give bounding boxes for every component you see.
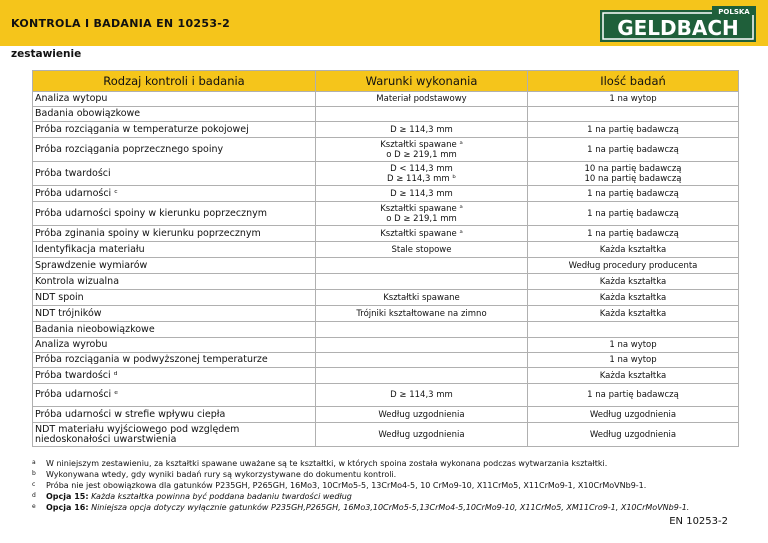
cell-test-type: Analiza wytopu (33, 92, 316, 107)
cell-quantity: Według procedury producenta (528, 258, 739, 274)
footnote-marker: a (32, 459, 36, 466)
cell-quantity: Każda kształtka (528, 290, 739, 306)
footnote-text: Wykonywana wtedy, gdy wyniki badań rury są wykorzystywane do dokumentu kontroli. (46, 470, 397, 479)
table-row (33, 338, 739, 353)
footnote-marker: e (32, 503, 36, 510)
cell-test-type: Próba rozciągania poprzecznego spoiny (33, 138, 316, 162)
cell-quantity: 1 na partię badawczą (528, 202, 739, 226)
cell-quantity: Każda kształtka (528, 274, 739, 290)
cell-quantity: Według uzgodnienia (528, 423, 739, 447)
column-header-type: Rodzaj kontroli i badania (33, 71, 316, 92)
cell-quantity: 1 na partię badawczą (528, 226, 739, 242)
table-row (33, 162, 739, 186)
footnote (32, 480, 752, 491)
cell-conditions: Według uzgodnienia (316, 407, 528, 423)
table-row (33, 322, 739, 338)
geldbach-logo (600, 6, 756, 42)
cell-conditions (316, 258, 528, 274)
table-row (33, 306, 739, 322)
cell-conditions: Kształtki spawane (316, 290, 528, 306)
cell-quantity: Każda kształtka (528, 306, 739, 322)
cell-conditions (316, 107, 528, 122)
cell-test-type: Badania nieobowiązkowe (33, 322, 316, 338)
cell-conditions: Kształtki spawane ᵃ o D ≥ 219,1 mm (316, 202, 528, 226)
cell-quantity: Według uzgodnienia (528, 407, 739, 423)
table-row (33, 274, 739, 290)
cell-test-type: Identyfikacja materiału (33, 242, 316, 258)
cell-test-type: Próba udarności ᵉ (33, 384, 316, 407)
table-row (33, 353, 739, 368)
table-row (33, 226, 739, 242)
cell-test-type: Próba zginania spoiny w kierunku poprzecznym (33, 226, 316, 242)
footnote-marker: c (32, 481, 36, 488)
footnote-option-label: Opcja 15: (46, 492, 89, 501)
cell-test-type: Badania obowiązkowe (33, 107, 316, 122)
cell-test-type: Próba udarności w strefie wpływu ciepła (33, 407, 316, 423)
cell-quantity (528, 107, 739, 122)
cell-test-type: Próba udarności spoiny w kierunku poprzecznym (33, 202, 316, 226)
cell-conditions (316, 322, 528, 338)
column-header-quantity: Ilość badań (528, 71, 739, 92)
cell-quantity: 1 na partię badawczą (528, 186, 739, 202)
standard-code: EN 10253-2 (669, 516, 728, 527)
table-row (33, 258, 739, 274)
cell-test-type: Próba twardości ᵈ (33, 368, 316, 384)
cell-conditions: Kształtki spawane ᵃ o D ≥ 219,1 mm (316, 138, 528, 162)
footnote-text: Próba nie jest obowiązkowa dla gatunków P235GH, P265GH, 16Mo3, 10CrMo5-5, 13CrMo4-5, 10 CrMo9-10, X11CrMo5, X11CrMo9-1, X10CrMoVNb9-1. (46, 481, 647, 490)
footnote-text: W niniejszym zestawieniu, za kształtki spawane uważane są te kształtki, w których spoina została wykonana podczas wytwarzania kształtki. (46, 459, 608, 468)
cell-conditions: Stale stopowe (316, 242, 528, 258)
inspection-table (32, 70, 739, 447)
page-title: KONTROLA I BADANIA EN 10253-2 (11, 17, 231, 30)
footnote-marker: d (32, 492, 36, 499)
table-row (33, 122, 739, 138)
cell-conditions: D ≥ 114,3 mm (316, 186, 528, 202)
table-row (33, 368, 739, 384)
table-row (33, 186, 739, 202)
cell-quantity: 1 na partię badawczą (528, 384, 739, 407)
cell-conditions: D ≥ 114,3 mm (316, 384, 528, 407)
header-bar (0, 0, 768, 46)
cell-quantity: 1 na wytop (528, 353, 739, 368)
table-row (33, 138, 739, 162)
cell-quantity (528, 322, 739, 338)
footnote (32, 502, 752, 513)
logo-brand-text: GELDBACH (617, 16, 739, 40)
cell-quantity: 1 na partię badawczą (528, 122, 739, 138)
table-row (33, 407, 739, 423)
cell-test-type: NDT trójników (33, 306, 316, 322)
table-row (33, 202, 739, 226)
cell-quantity: 10 na partię badawczą 10 na partię badawczą (528, 162, 739, 186)
footnote (32, 491, 752, 502)
logo-small-text: POLSKA (718, 8, 750, 16)
cell-test-type: NDT materiału wyjściowego pod względem niedoskonałości uwarstwienia (33, 423, 316, 447)
cell-quantity: 1 na partię badawczą (528, 138, 739, 162)
cell-conditions (316, 274, 528, 290)
table-row (33, 92, 739, 107)
cell-conditions: Materiał podstawowy (316, 92, 528, 107)
cell-quantity: Każda kształtka (528, 242, 739, 258)
cell-test-type: Próba rozciągania w temperaturze pokojowej (33, 122, 316, 138)
page-subtitle: zestawienie (11, 48, 82, 60)
footnotes (32, 458, 752, 513)
footnote-text: Niniejsza opcja dotyczy wyłącznie gatunków P235GH,P265GH, 16Mo3,10CrMo5-5,13CrMo4-5,10CrMo9-10, X11CrMo5, XM11Cro9-1, X10CrMoVNb9-1. (91, 503, 690, 512)
cell-test-type: Próba udarności ᶜ (33, 186, 316, 202)
cell-quantity: 1 na wytop (528, 338, 739, 353)
table-row (33, 423, 739, 447)
cell-test-type: Analiza wyrobu (33, 338, 316, 353)
cell-test-type: Próba twardości (33, 162, 316, 186)
cell-conditions: Według uzgodnienia (316, 423, 528, 447)
cell-conditions: D ≥ 114,3 mm (316, 122, 528, 138)
table-header-row (33, 71, 739, 92)
table-row (33, 290, 739, 306)
cell-test-type: Kontrola wizualna (33, 274, 316, 290)
table-row (33, 384, 739, 407)
table-row (33, 242, 739, 258)
cell-conditions (316, 368, 528, 384)
cell-conditions: Kształtki spawane ᵃ (316, 226, 528, 242)
cell-conditions (316, 353, 528, 368)
footnote (32, 458, 752, 469)
cell-conditions: D < 114,3 mm D ≥ 114,3 mm ᵇ (316, 162, 528, 186)
footnote-marker: b (32, 470, 36, 477)
footnote (32, 469, 752, 480)
footnote-text: Każda kształtka powinna być poddana badaniu twardości według (91, 492, 352, 501)
cell-quantity: Każda kształtka (528, 368, 739, 384)
cell-test-type: Sprawdzenie wymiarów (33, 258, 316, 274)
cell-conditions (316, 338, 528, 353)
column-header-conditions: Warunki wykonania (316, 71, 528, 92)
cell-quantity: 1 na wytop (528, 92, 739, 107)
footnote-option-label: Opcja 16: (46, 503, 89, 512)
cell-test-type: NDT spoin (33, 290, 316, 306)
table-row (33, 107, 739, 122)
cell-test-type: Próba rozciągania w podwyższonej temperaturze (33, 353, 316, 368)
cell-conditions: Trójniki kształtowane na zimno (316, 306, 528, 322)
